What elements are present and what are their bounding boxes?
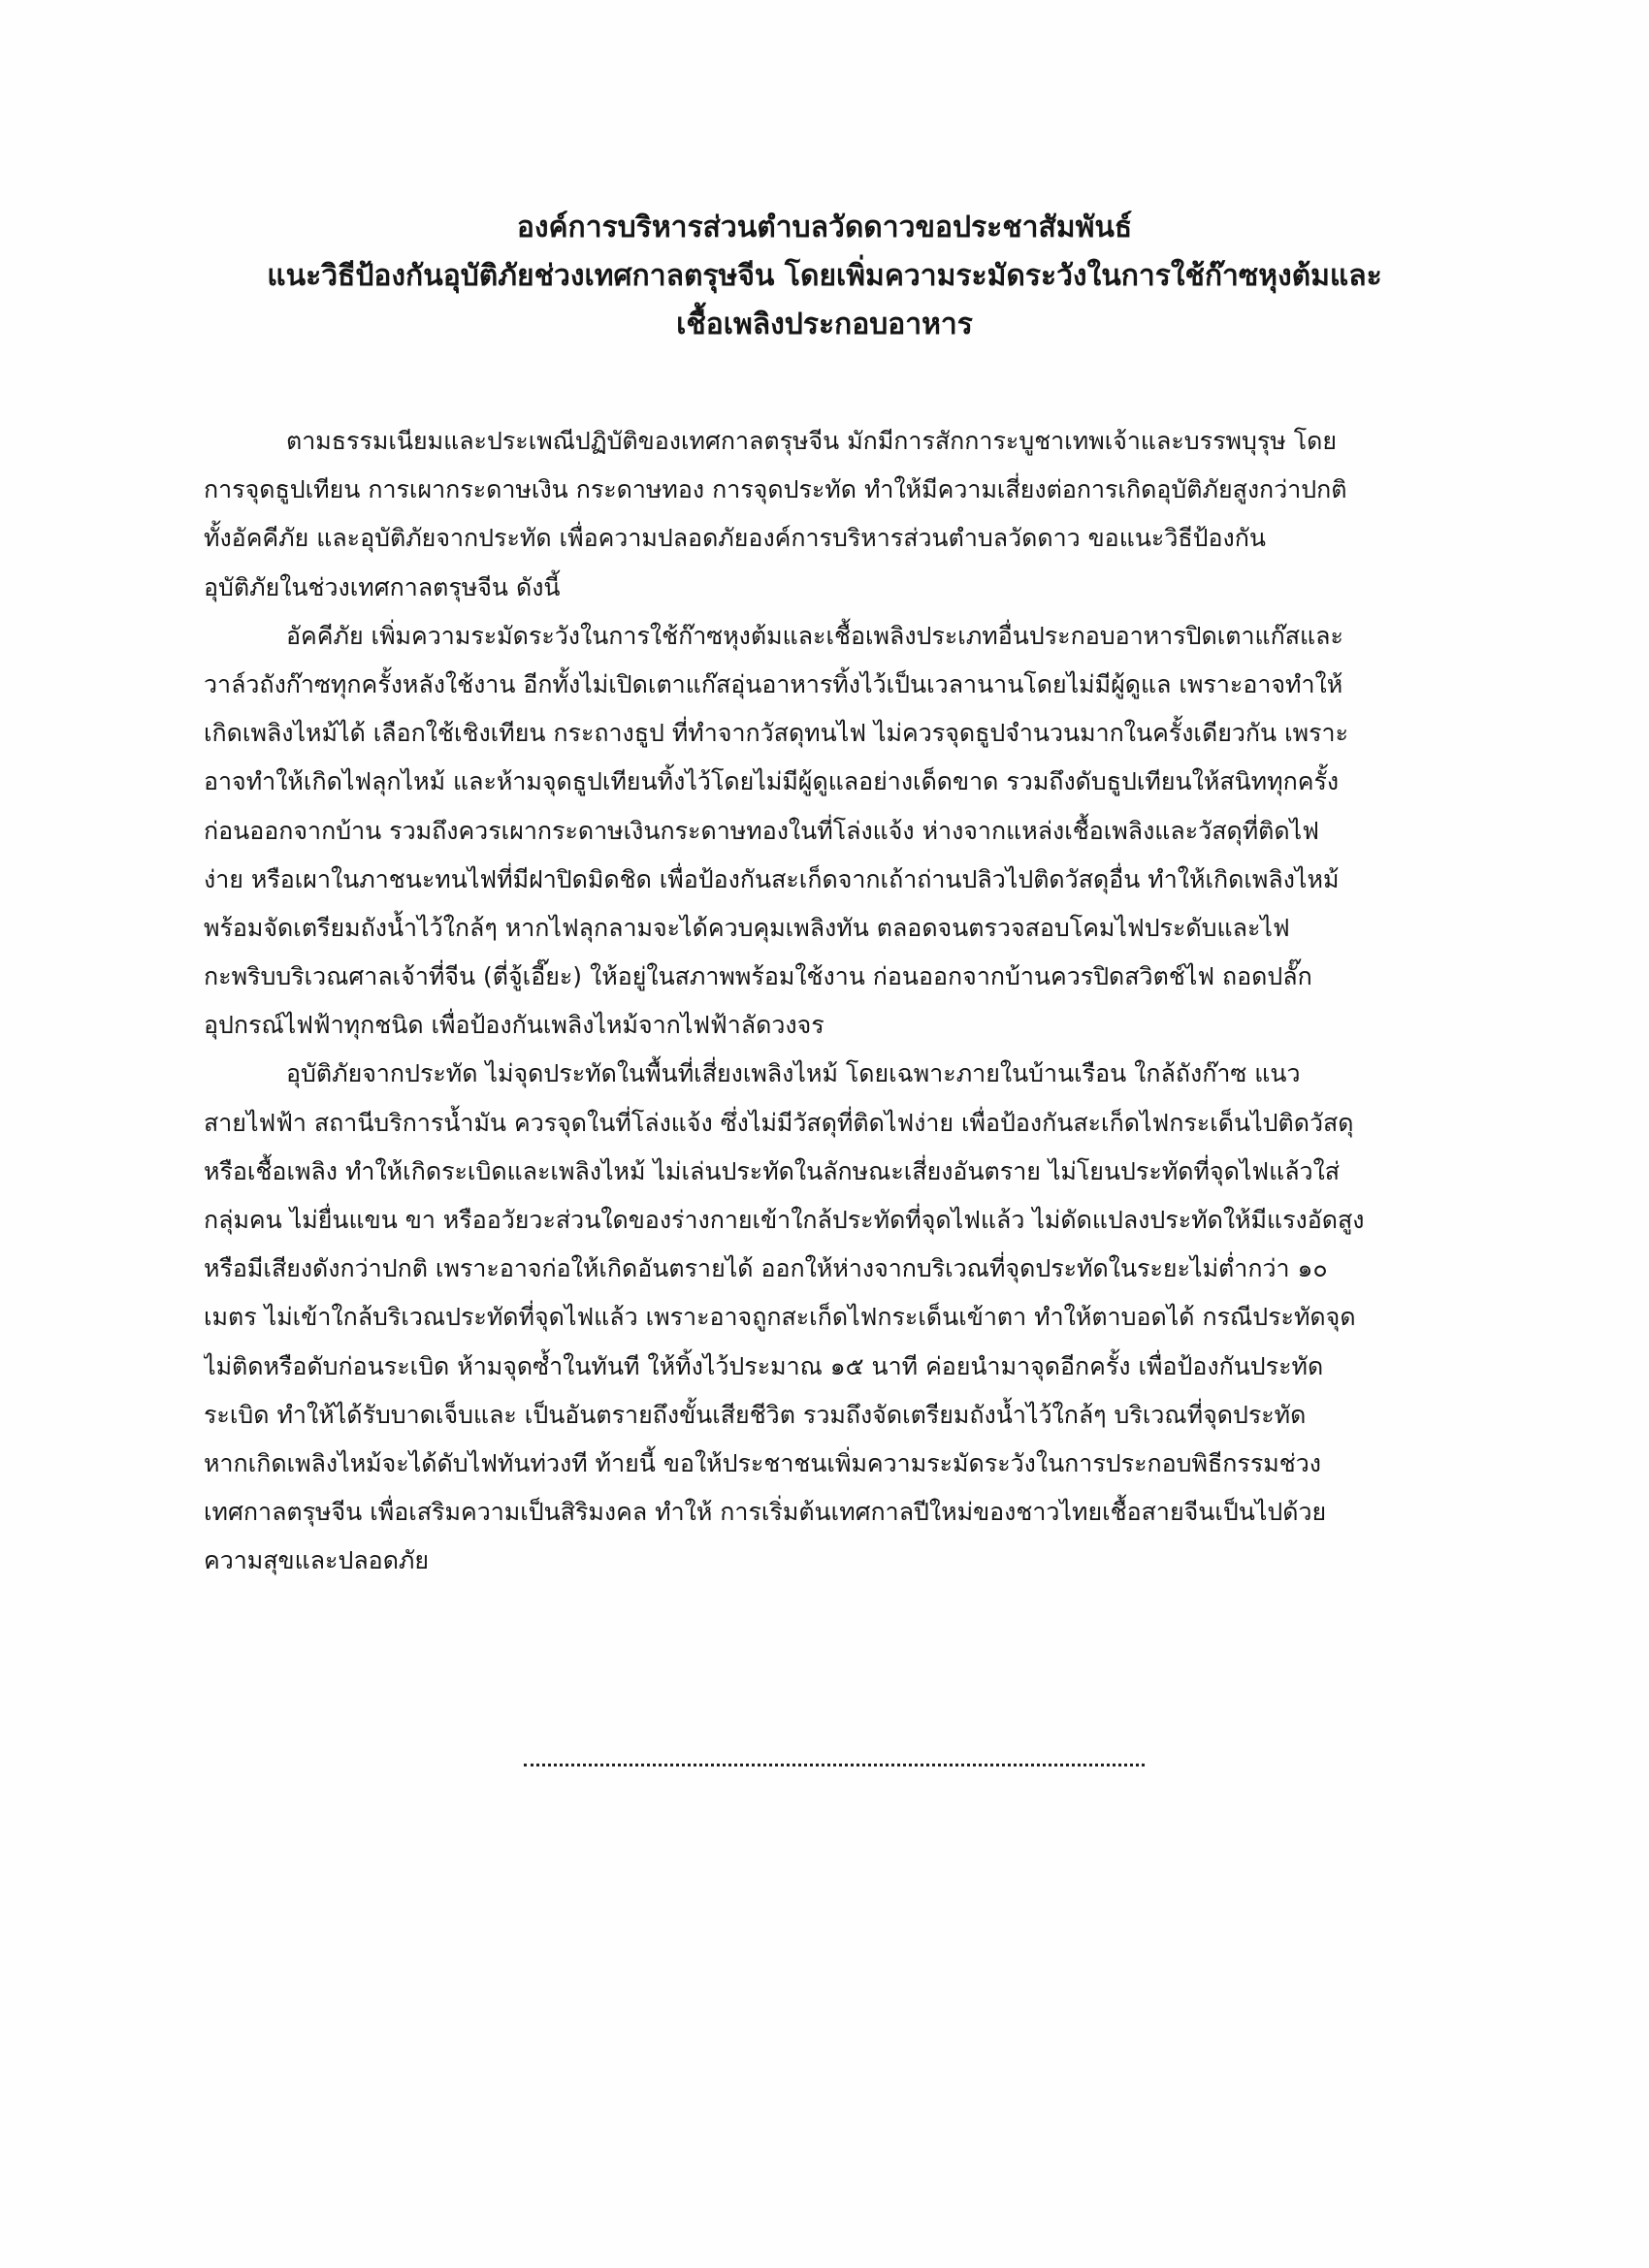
body-line: เทศกาลตรุษจีน เพื่อเสริมความเป็นสิริมงคล ทำให้ การเริ่มต้นเทศกาลปีใหม่ของชาวไทยเชื้อสายจีนเป็นไปด้วย xyxy=(204,1498,1327,1527)
body-line: ง่าย หรือเผาในภาชนะทนไฟที่มีฝาปิดมิดชิด เพื่อป้องกันสะเก็ดจากเถ้าถ่านปลิวไปติดวัสดุอื่น ทำให้เกิดเพลิงไหม้ xyxy=(204,864,1340,893)
body-line: เมตร ไม่เข้าใกล้บริเวณประทัดที่จุดไฟแล้ว เพราะอาจถูกสะเก็ดไฟกระเด็นเข้าตา ทำให้ตาบอดได้ กรณีประทัดจุด xyxy=(204,1303,1356,1332)
body-line: หากเกิดเพลิงไหม้จะได้ดับไฟทันท่วงที ท้ายนี้ ขอให้ประชาชนเพิ่มความระมัดระวังในการประกอบพิธีกรรมช่วง xyxy=(204,1448,1321,1477)
body-line: อัคคีภัย เพิ่มความระมัดระวังในการใช้ก๊าซหุงต้มและเชื้อเพลิงประเภทอื่นประกอบอาหารปิดเตาแก๊สและ xyxy=(286,621,1343,650)
body-line: เกิดเพลิงไหม้ได้ เลือกใช้เชิงเทียน กระถางธูป ที่ทำจากวัสดุทนไฟ ไม่ควรจุดธูปจำนวนมากในครั้งเดียวกัน เพราะ xyxy=(204,719,1348,748)
body-line: หรือเชื้อเพลิง ทำให้เกิดระเบิดและเพลิงไหม้ ไม่เล่นประทัดในลักษณะเสี่ยงอันตราย ไม่โยนประทัดที่จุดไฟแล้วใส่ xyxy=(204,1156,1341,1185)
body-line: อุบัติภัยในช่วงเทศกาลตรุษจีน ดังนี้ xyxy=(204,572,561,601)
document-title xyxy=(146,204,1504,349)
title-line-2: แนะวิธีป้องกันอุบัติภัยช่วงเทศกาลตรุษจีน โดยเพิ่มความระมัดระวังในการใช้ก๊าซหุงต้มและ xyxy=(267,259,1382,293)
body-line: ระเบิด ทำให้ได้รับบาดเจ็บและ เป็นอันตรายถึงขั้นเสียชีวิต รวมถึงจัดเตรียมถังน้ำไว้ใกล้ๆ บริเวณที่จุดประทัด xyxy=(204,1400,1307,1429)
body-line: ความสุขและปลอดภัย xyxy=(204,1546,430,1575)
body-line: อาจทำให้เกิดไฟลุกไหม้ และห้ามจุดธูปเทียนทิ้งไว้โดยไม่มีผู้ดูแลอย่างเด็ดขาด รวมถึงดับธูปเทียนให้สนิททุกครั้ง xyxy=(204,767,1340,796)
body-line: ไม่ติดหรือดับก่อนระเบิด ห้ามจุดซ้ำในทันที ให้ทิ้งไว้ประมาณ ๑๕ นาที ค่อยนำมาจุดอีกครั้ง เพื่อป้องกันประทัด xyxy=(204,1351,1324,1380)
body-line: อุบัติภัยจากประทัด ไม่จุดประทัดในพื้นที่เสี่ยงเพลิงไหม้ โดยเฉพาะภายในบ้านเรือน ใกล้ถังก๊าซ แนว xyxy=(286,1059,1301,1088)
body-line: สายไฟฟ้า สถานีบริการน้ำมัน ควรจุดในที่โล่งแจ้ง ซึ่งไม่มีวัสดุที่ติดไฟง่าย เพื่อป้องกันสะเก็ดไฟกระเด็นไปติดวัสดุ xyxy=(204,1108,1354,1137)
body-line: วาล์วถังก๊าซทุกครั้งหลังใช้งาน อีกทั้งไม่เปิดเตาแก๊สอุ่นอาหารทิ้งไว้เป็นเวลานานโดยไม่มีผู้ดูแล เพราะอาจทำให้ xyxy=(204,669,1343,698)
body-line: กลุ่มคน ไม่ยื่นแขน ขา หรืออวัยวะส่วนใดของร่างกายเข้าใกล้ประทัดที่จุดไฟแล้ว ไม่ดัดแปลงประทัดให้มีแรงอัดสูง xyxy=(204,1206,1365,1234)
body-line: กะพริบบริเวณศาลเจ้าที่จีน (ตี่จู้เอี๊ยะ) ให้อยู่ในสภาพพร้อมใช้งาน ก่อนออกจากบ้านควรปิดสวิตช์ไฟ ถอดปลั๊ก xyxy=(204,962,1312,991)
title-line-3: เชื้อเพลิงประกอบอาหาร xyxy=(676,308,973,341)
body-line: พร้อมจัดเตรียมถังน้ำไว้ใกล้ๆ หากไฟลุกลามจะได้ควบคุมเพลิงทัน ตลอดจนตรวจสอบโคมไฟประดับและไฟ xyxy=(204,913,1290,942)
body-line: อุปกรณ์ไฟฟ้าทุกชนิด เพื่อป้องกันเพลิงไหม้จากไฟฟ้าลัดวงจร xyxy=(204,1011,824,1040)
body-line: การจุดธูปเทียน การเผากระดาษเงิน กระดาษทอง การจุดประทัด ทำให้มีความเสี่ยงต่อการเกิดอุบัติภัยสูงกว่าปกติ xyxy=(204,475,1347,504)
body-line: ตามธรรมเนียมและประเพณีปฏิบัติของเทศกาลตรุษจีน มักมีการสักการะบูชาเทพเจ้าและบรรพบุรุษ โดย xyxy=(286,427,1338,455)
document-body xyxy=(204,417,1465,1586)
dotted-separator xyxy=(524,1764,1145,1766)
body-line: ก่อนออกจากบ้าน รวมถึงควรเผากระดาษเงินกระดาษทองในที่โล่งแจ้ง ห่างจากแหล่งเชื้อเพลิงและวัสดุที่ติดไฟ xyxy=(204,816,1319,845)
body-line: หรือมีเสียงดังกว่าปกติ เพราะอาจก่อให้เกิดอันตรายได้ ออกให้ห่างจากบริเวณที่จุดประทัดในระยะไม่ต่ำกว่า ๑๐ xyxy=(204,1254,1328,1283)
body-line: ทั้งอัคคีภัย และอุบัติภัยจากประทัด เพื่อความปลอดภัยองค์การบริหารส่วนตำบลวัดดาว ขอแนะวิธีป้องกัน xyxy=(204,524,1266,553)
title-line-1: องค์การบริหารส่วนตำบลวัดดาวขอประชาสัมพันธ์ xyxy=(516,211,1133,244)
